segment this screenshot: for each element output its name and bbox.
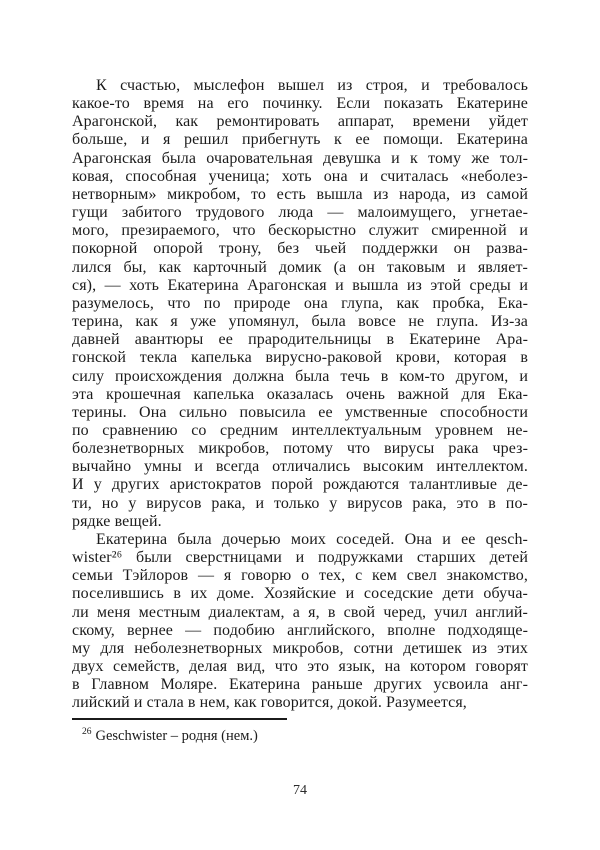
footnote-separator-rule bbox=[72, 718, 287, 720]
text-line: К счастью, мыслефон вышел из строя, и требовалось bbox=[96, 77, 528, 94]
text-line: гонской текла капелька вирусно-раковой крови, которая в bbox=[72, 349, 528, 367]
body-text bbox=[72, 77, 528, 712]
footnote-marker: 26 bbox=[82, 727, 92, 737]
text-line: разумелось, что по природе она глупа, как пробка, Ека- bbox=[72, 294, 528, 312]
page-number: 74 bbox=[293, 783, 307, 798]
text-line: Арагонская была очаровательная девушка и к тому же тол- bbox=[72, 149, 528, 167]
text-line: терины. Она сильно повысила ее умственные способности bbox=[72, 403, 528, 421]
text-line: ли меня местным диалектам, а я, в свой черед, учил англий- bbox=[72, 603, 528, 621]
text-line: семьи Тэйлоров — я говорю о тех, с кем свел знакомство, bbox=[72, 567, 528, 585]
text-line: покорной опорой трону, без чьей поддержки он разва- bbox=[72, 240, 528, 258]
text-line: поселившись в их доме. Хозяйские и соседские дети обуча- bbox=[72, 585, 528, 603]
text-line: вычайно умны и всегда отличались высоким интеллектом. bbox=[72, 458, 528, 476]
text-line: нетворным» микробом, то есть вышла из народа, из самой bbox=[72, 185, 528, 203]
text-line: скому, вернее — подобию английского, вполне подходяще- bbox=[72, 621, 528, 639]
text-line: ся), — хоть Екатерина Арагонская и вышла из этой среды и bbox=[72, 276, 528, 294]
text-line: болезнетворных микробов, потому что вирусы рака чрез- bbox=[72, 440, 528, 458]
text-line: мого, презираемого, что бескорыстно служит смиренной и bbox=[72, 222, 528, 240]
paragraph bbox=[72, 531, 528, 713]
text-line: Арагонской, как ремонтировать аппарат, времени уйдет bbox=[72, 113, 528, 131]
text-line: рядке вещей. bbox=[72, 512, 162, 530]
text-line: wister²⁶ были сверстницами и подружками старших детей bbox=[72, 549, 528, 567]
footnote-text: Geschwister – родня (нем.) bbox=[95, 728, 258, 744]
text-line: больше, и я решил прибегнуть к ее помощи. Екатерина bbox=[72, 131, 528, 149]
text-line: какое-то время на его починку. Если показать Екатерине bbox=[72, 95, 528, 113]
text-line: ковая, способная ученица; хоть она и считалась «неболез- bbox=[72, 167, 528, 185]
text-line: гущи забитого трудового люда — малоимущего, угнетае- bbox=[72, 204, 528, 222]
text-line: давней авантюры ее прародительницы в Екатерине Ара- bbox=[72, 331, 528, 349]
text-line: му для неболезнетворных микробов, сотни детишек из этих bbox=[72, 639, 528, 657]
text-line: в Главном Моляре. Екатерина раньше других усвоила анг- bbox=[72, 676, 528, 694]
text-line: эта крошечная капелька оказалась очень важной для Ека- bbox=[72, 385, 528, 403]
paragraph bbox=[72, 77, 528, 531]
text-line: ти, но у вирусов рака, и только у вирусов рака, это в по- bbox=[72, 494, 528, 512]
text-line: двух семейств, делая вид, что это язык, на котором говорят bbox=[72, 658, 528, 675]
footnote bbox=[72, 727, 528, 745]
text-line: лился бы, как карточный домик (а он таковым и являет- bbox=[72, 258, 528, 276]
text-line: терина, как я уже упомянул, была вовсе не глупа. Из-за bbox=[72, 313, 528, 331]
text-line: И у других аристократов порой рождаются талантливые де- bbox=[72, 476, 528, 494]
text-line: Екатерина была дочерью моих соседей. Она и ее qesch- bbox=[96, 530, 528, 548]
text-line: силу происхождения должна была течь в ком-то другом, и bbox=[72, 367, 528, 385]
text-line: по сравнению со средним интеллектуальным уровнем не- bbox=[72, 421, 528, 439]
text-line: лийский и стала в нем, как говорится, докой. Разумеется, bbox=[72, 694, 467, 712]
